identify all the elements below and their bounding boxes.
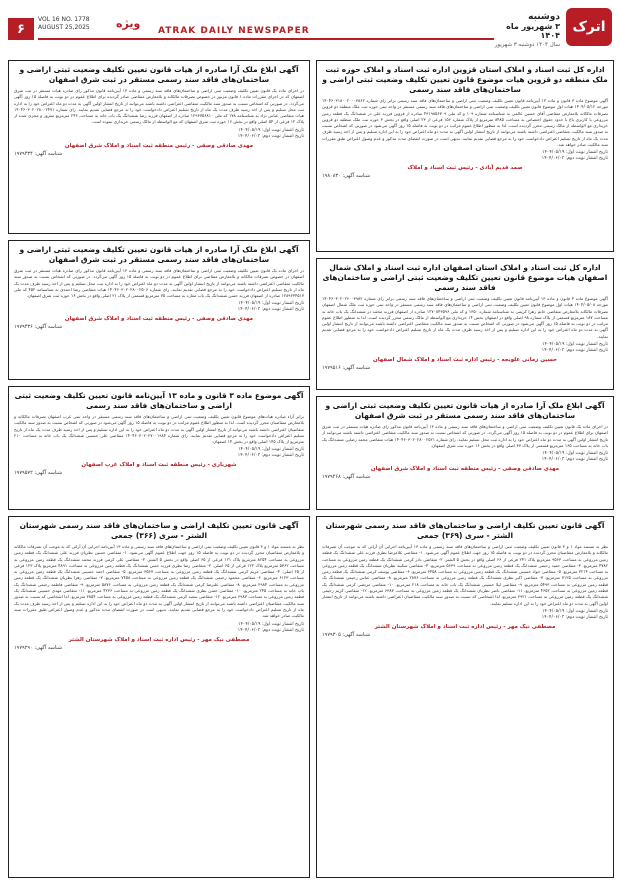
ad-box	[8, 60, 310, 234]
persian-date: ۳ شهریور ماه ۱۴۰۴	[506, 22, 560, 40]
ad-title: اداره کل ثبت اسناد و املاک استان قزوین اداره ثبت اسناد و املاک حوزه ثبت ملک منطقه دو قزوین هیات موضوع قانون تعیین تکلیف وضعیت ثبتی اراضی و ساختمان‌های فاقد سند رسمی	[322, 65, 608, 94]
ad-signature: حسین زمانی علویجه - رئیس اداره ثبت اسناد و املاک شمال اصفهان	[373, 357, 557, 364]
date-block	[488, 12, 560, 48]
volume-info	[38, 16, 90, 32]
publish-date-first: تاریخ انتشار نوبت اول: ۱۴۰۴/۰۵/۱۹	[542, 608, 608, 614]
ad-signature: صمد قدیم آبادی - رئیس ثبت اسناد و املاک	[407, 165, 523, 172]
publish-date-second: تاریخ انتشار نوبت دوم: ۱۴۰۴/۰۶/۰۳	[541, 348, 608, 354]
publish-date-second: تاریخ انتشار نوبت دوم: ۱۴۰۴/۰۶/۰۳	[237, 453, 304, 459]
ad-title: اداره کل ثبت اسناد و املاک استان اصفهان اداره ثبت اسناد و املاک شمال اصفهان هیات موضوع قانون تعیین تکلیف وضعیت ثبتی اراضی و ساختمان‌های فاقد سند رسمی	[322, 263, 608, 292]
ad-signature: مهدی صادقی وصفی - رئیس منطقه ثبت اسناد و املاک شرق اصفهان	[370, 466, 560, 473]
publish-date-second: تاریخ انتشار نوبت دوم: ۱۴۰۴/۰۶/۰۳	[541, 614, 608, 620]
publish-dates	[322, 609, 608, 621]
publish-dates	[322, 150, 608, 162]
publish-date-second: تاریخ انتشار نوبت دوم: ۱۴۰۴/۰۶/۰۳	[237, 133, 304, 139]
publish-date-first: تاریخ انتشار نوبت اول: ۱۴۰۴/۰۵/۱۹	[542, 342, 608, 348]
date-line: سال ۱۴۰۴ دوشنبه ۳ شهریور	[494, 42, 560, 48]
publish-dates	[322, 342, 608, 354]
publish-date-second: تاریخ انتشار نوبت دوم: ۱۴۰۴/۰۶/۰۳	[541, 457, 608, 463]
header-rule	[38, 38, 494, 40]
ad-body: آگهی موضوع ماده ۳ قانون و ماده ۱۳ آیین‌نامه قانون تعیین تکلیف وضعیت ثبتی اراضی و ساختمان‌های فاقد سند رسمی برابر رای شماره ۱۴۰۴۶۰۳۰۲۰۲۶۰۰۳۹۸۲ مورخه ۱۴۰۴/۰۵/۰۸ هیات اول موضوع قانون تعیین تکلیف وضعیت ثبتی اراضی و ساختمان‌های فاقد سند رسمی مستقر در واحد ثبتی حوزه ثبت ملک شمال اصفهان تصرفات مالکانه بلامعارض متقاضی خانم زهرا کریمی به شناسنامه شماره ۱۳۵۰ و کد ملی ۱۲۷۰۸۴۳۵۹۶ صادره از اصفهان فرزند محمد در ششدانگ یک باب خانه به مساحت ۱۸۷ مترمربع قسمتی از پلاک شماره ۹۸ اصلی واقع در اصفهان بخش ۱۴ خریداری مع الواسطه از مالک رسمی محرز گردیده است. لذا به منظور اطلاع عموم مراتب در دو نوبت به فاصله ۱۵ روز آگهی می‌شود در صورتی که اشخاص نسبت به صدور سند مالکیت متقاضی اعتراضی داشته باشند می‌توانند از تاریخ انتشار اولین آگهی به مدت دو ماه اعتراض خود را به این اداره تسلیم و پس از اخذ رسید ظرف مدت یک ماه از تاریخ تسلیم اعتراض دادخواست خود را به مرجع قضایی تقدیم نمایند.	[322, 296, 609, 339]
ad-signature: مصطفی نیک مهر - رئیس اداره ثبت اسناد و املاک شهرستان الشتر	[374, 623, 556, 630]
ad-id: شناسه آگهی: ۱۹۷۹۴۶۸	[322, 474, 371, 481]
ad-box	[8, 386, 310, 510]
ad-id: شناسه آگهی: ۱۹۷۹۳۰۵	[322, 631, 371, 638]
publish-date-first: تاریخ انتشار نوبت اول: ۱۴۰۴/۰۵/۱۹	[238, 621, 304, 627]
ad-id: شناسه آگهی: ۱۹۸۰۸۳۰	[322, 173, 371, 180]
publish-date-second: تاریخ انتشار نوبت دوم: ۱۴۰۴/۰۶/۰۳	[541, 156, 608, 162]
ad-title: آگهی قانون تعیین تکلیف اراضی و ساختمان‌های فاقد سند رسمی شهرستان الشتر - سری (۳۶۹) جمعی	[325, 521, 605, 540]
publish-dates	[14, 301, 304, 313]
page-header	[8, 8, 612, 48]
ad-title: آگهی ابلاغ ملک آرا صادره از هیات قانون تعیین تکلیف وضعیت ثبتی اراضی و ساختمان‌های فاقد سند رسمی مستقر در ثبت شرق اصفهان	[19, 65, 299, 84]
page-number: ۶	[8, 18, 34, 40]
ad-body: برابر آراء صادره هیات‌های موضوع قانون تعیین تکلیف وضعیت ثبتی اراضی و ساختمان‌های فاقد سند رسمی مستقر در واحد ثبتی غرب اصفهان تصرفات مالکانه و بلامعارض متقاضیان محرز گردیده است. لذا به منظور اطلاع عموم مراتب در دو نوبت به فاصله ۱۵ روز آگهی می‌شود در صورتی که اشخاص نسبت به صدور سند مالکیت متقاضیان اعتراضی داشته باشند می‌توانند از تاریخ انتشار اولین آگهی به مدت دو ماه اعتراض خود را به این اداره تسلیم و پس از اخذ رسید ظرف مدت یک ماه از تاریخ تسلیم اعتراض دادخواست خود را به مرجع قضایی تقدیم نمایند. رای شماره ۱۴۰۴۶۰۳۰۲۰۲۷۰۰۱۹۸۴ متقاضی علی حسینی ششدانگ یک باب خانه به مساحت ۲۱۰ مترمربع از پلاک ۱۴۵ اصلی واقع در بخش ۱۴ اصفهان.	[14, 414, 304, 445]
ad-box	[316, 60, 614, 252]
ad-id: شناسه آگهی: ۱۹۷۹۵۷۲	[14, 470, 63, 477]
publish-date-first: تاریخ انتشار نوبت اول: ۱۴۰۴/۰۵/۱۹	[542, 150, 608, 156]
publish-date-first: تاریخ انتشار نوبت اول: ۱۴۰۴/۰۵/۱۹	[542, 451, 608, 457]
publish-date-first: تاریخ انتشار نوبت اول: ۱۴۰۴/۰۵/۱۹	[238, 301, 304, 307]
ad-box	[316, 396, 614, 510]
ad-title: آگهی موضوع ماده ۳ قانون و ماده ۱۳ آیین‌نامه قانون تعیین تکلیف وضعیت ثبتی اراضی و ساختمان‌های فاقد سند رسمی	[14, 391, 304, 410]
ad-box	[316, 258, 614, 390]
publish-date-first: تاریخ انتشار نوبت اول: ۱۴۰۴/۰۵/۱۹	[238, 127, 304, 133]
publish-dates	[14, 128, 304, 140]
ad-box	[8, 516, 310, 878]
publish-dates	[322, 451, 608, 463]
paper-name: ATRAK DAILY NEWSPAPER	[158, 26, 310, 36]
day-name: دوشنبه	[528, 12, 560, 22]
ad-body: آگهی موضوع ماده ۳ قانون و ماده ۱۳ آیین‌نامه قانون تعیین تکلیف وضعیت ثبتی اراضی و ساختمان‌های فاقد سند رسمی برابر رای شماره ۱۴۰۴۶۰۳۱۸۰۰۲۰۰۰۳۸۶۲ مورخه ۱۴۰۴/۰۵/۱۲ هیات اول موضوع قانون تعیین تکلیف وضعیت ثبتی اراضی و ساختمان‌های فاقد سند رسمی مستقر در واحد ثبتی حوزه ثبت ملک منطقه دو قزوین تصرفات مالکانه بلامعارض متقاضی آقای حسین عالمی به شناسنامه شماره ۱۰۹ و کد ملی ۴۳۱۹۸۵۶۷۰۹ صادره از قزوین فرزند علی در ششدانگ یک قطعه زمین مزروعی با کاربری باغ با حدود حقوق اختصاص به مساحت ۸۴۸۵ مترمربع از پلاک شماره ۱۵۶ فرعی از ۲۳ اصلی واقع در بخش ۳ حوزه ثبت ملک منطقه دو قزوین خریداری مع الواسطه از مالک رسمی محرز گردیده است. لذا به منظور اطلاع عموم مراتب در دو نوبت به فاصله ۱۵ روز آگهی می‌شود در صورتی که اشخاص نسبت به صدور سند مالکیت متقاضی اعتراضی داشته باشند می‌توانند از تاریخ انتشار اولین آگهی به مدت دو ماه اعتراض خود را به این اداره تسلیم و پس از اخذ رسید ظرف مدت یک ماه از تاریخ تسلیم اعتراض دادخواست خود را به مرجع قضایی تقدیم نمایند. بدیهی است در صورت انقضای مدت مذکور و عدم وصول اعتراض طبق مقررات سند مالکیت صادر خواهد شد.	[322, 98, 609, 148]
section-title: ویژه	[116, 17, 141, 30]
ad-id: شناسه آگهی: ۱۹۷۹۴۳۶	[14, 324, 63, 331]
ad-body: در اجرای ماده یک قانون تعیین تکلیف وضعیت ثبتی اراضی و ساختمان‌های فاقد سند رسمی و ماده ۱۳ آیین‌نامه قانون مذکور رای صادره هیات مستقر در ثبت شرق اصفهان برای اطلاع عموم در دو نوبت به فاصله ۱۵ روز آگهی می‌گردد. در صورتی که اشخاص نسبت به صدور سند مالکیت متقاضی اعتراضی داشته باشند می‌توانند از تاریخ انتشار اولین آگهی به مدت دو ماه اعتراض خود را به اداره ثبت محل تسلیم نمایند. رای شماره ۱۴۰۴۶۰۳۰۲۰۲۸۰۰۲۵۲۱ هیات متقاضی محمد رضایی ششدانگ یک باب خانه به مساحت ۱۶۵ مترمربع قسمتی از پلاک ۳۷ اصلی واقع در بخش ۱۶ حوزه ثبت شرق اصفهان.	[322, 424, 608, 448]
ad-signature: مهدی صادقی وصفی - رئیس منطقه ثبت اسناد و املاک شرق اصفهان	[64, 142, 254, 149]
publish-dates	[14, 622, 304, 634]
publish-date-first: تاریخ انتشار نوبت اول: ۱۴۰۴/۰۵/۱۹	[238, 447, 304, 453]
ad-box	[8, 240, 310, 380]
ad-body: در اجرای ماده یک قانون تعیین تکلیف وضعیت ثبتی اراضی و ساختمان‌های فاقد سند رسمی و ماده ۱۳ آیین‌نامه قانون مذکور رای صادره هیات مستقر در ثبت شرق اصفهان که در اجرای مقررات ماده ۱ قانون مزبور در خصوص تصرفات مالکانه و بلامعارض متقاضی صادر گردیده برای اطلاع عموم در دو نوبت به فاصله ۱۵ روز آگهی می‌گردد. در صورتی که اشخاص نسبت به صدور سند مالکیت متقاضی اعتراضی داشته باشند می‌توانند از تاریخ انتشار اولین آگهی به مدت دو ماه اعتراض خود را به اداره ثبت محل تسلیم و پس از اخذ رسید ظرف مدت یک ماه از تاریخ تسلیم اعتراض دادخواست خود را به مرجع قضایی تقدیم نمایند. رای شماره ۱۴۰۴۶۰۳۰۲۰۲۸۰۰۲۴۷۱ هیات متقاضی عباس نژاد به شناسنامه ۱۷۸ کد ملی ۱۲۹۳۷۵۶۸۱۰ صادره از اصفهان فرزند رضا ششدانگ یک باب خانه به مساحت ۲۴۶ مترمربع مفروز و مجزی شده از پلاک ۱۲ فرعی از ۵۴ اصلی واقع در بخش ۱۶ حوزه ثبت شرق اصفهان که مع الواسطه از مالک رسمی خریداری نموده است.	[14, 88, 304, 125]
ad-signature: مهدی صادقی وصفی - رئیس منطقه ثبت اسناد و املاک شرق اصفهان	[64, 316, 254, 323]
ad-body: نظر به مستند مواد ۱ و ۳ قانون تعیین تکلیف وضعیت ثبتی اراضی و ساختمان‌های فاقد سند رسمی و ماده ۱۳ آیین‌نامه اجرایی آن آرائی که به موجب آن تصرفات مالکانه و بلامعارض متقاضیان محرز گردیده در دو نوبت به فاصله ۱۵ روز جهت اطلاع عموم آگهی می‌شود. ۱- متقاضی حسین نظریان فرزند علی ششدانگ یک قطعه زمین مزروعی به مساحت ۸۲۵۴ مترمربع پلاک ۱۲۱ فرعی از ۶۵ اصلی واقع در بخش ۵ الشتر. ۲- متقاضی علی کرمی فرزند محمد ششدانگ یک قطعه زمین مزروعی به مساحت ۵۳۶۲ مترمربع پلاک ۱۲۲ فرعی از ۶۵ اصلی. ۳- متقاضی رضا نظری فرزند حسن ششدانگ یک قطعه زمین مزروعی به مساحت ۴۸۹۱ مترمربع پلاک ۱۲۳ فرعی از ۶۵ اصلی. ۴- متقاضی مریم کرمی ششدانگ یک قطعه زمین مزروعی به مساحت ۳۵۶۷ مترمربع. ۵- متقاضی احمد حسینی ششدانگ یک قطعه زمین مزروعی به مساحت ۶۱۲۳ مترمربع. ۶- متقاضی محمود رحیمی ششدانگ یک قطعه زمین مزروعی به مساحت ۷۴۵۸ مترمربع. ۷- متقاضی زهرا نظریان ششدانگ یک قطعه زمین مزروعی به مساحت ۲۹۸۴ مترمربع. ۸- متقاضی علیرضا کرمی ششدانگ یک قطعه زمین مزروعی به مساحت ۵۸۷۶ مترمربع. ۹- متقاضی فاطمه رحیمی ششدانگ یک باب خانه به مساحت ۲۴۵ مترمربع. ۱۰- متقاضی حسن نظری ششدانگ یک قطعه زمین مزروعی به مساحت ۴۲۳۶ مترمربع. ۱۱- متقاضی مهدی حسینی ششدانگ یک قطعه زمین مزروعی به مساحت ۶۹۸۷ مترمربع. ۱۲- متقاضی سعید کرمی ششدانگ یک قطعه زمین مزروعی به مساحت ۳۸۵۴ مترمربع. لذا اشخاصی که نسبت به صدور سند مالکیت متقاضیان اعتراضی داشته باشند می‌توانند از تاریخ انتشار اولین آگهی به مدت دو ماه اعتراض خود را به این اداره تسلیم و پس از اخذ رسید ظرف مدت یک ماه از تاریخ تسلیم اعتراض دادخواست خود را به مرجع قضایی تقدیم نمایند. بدیهی است در صورت انقضای مدت مذکور و عدم وصول اعتراض طبق مقررات سند مالکیت صادر خواهد شد.	[14, 544, 305, 619]
ad-box	[316, 516, 614, 878]
ad-body: در اجرای ماده یک قانون تعیین تکلیف وضعیت ثبتی اراضی و ساختمان‌های فاقد سند رسمی و ماده ۱۳ آیین‌نامه قانون مذکور رای صادره هیات مستقر در ثبت شرق اصفهان در خصوص تصرفات مالکانه و بلامعارض متقاضی برای اطلاع عموم در دو نوبت به فاصله ۱۵ روز آگهی می‌گردد. در صورتی که اشخاص نسبت به صدور سند مالکیت متقاضی اعتراضی داشته باشند می‌توانند از تاریخ انتشار اولین آگهی به مدت دو ماه اعتراض خود را به اداره ثبت محل تسلیم و پس از اخذ رسید ظرف مدت یک ماه از تاریخ تسلیم اعتراض دادخواست خود را به مرجع قضایی تقدیم نمایند. رای شماره ۱۴۰۴۶۰۳۰۲۰۲۸۰۰۲۵۰۶ هیات متقاضی رضا احمدی به شناسنامه ۴۵۲ کد ملی ۱۲۸۹۶۳۴۵۱۷ صادره از اصفهان فرزند حسن ششدانگ یک باب مغازه به مساحت ۷۵ مترمربع قسمتی از پلاک ۲۱ اصلی واقع در بخش ۱۶ حوزه ثبت شرق اصفهان.	[14, 268, 305, 299]
ad-signature: مصطفی نیک مهر - رئیس اداره ثبت اسناد و املاک شهرستان الشتر	[68, 636, 250, 643]
ad-id: شناسه آگهی: ۱۹۷۹۴۳۴	[14, 150, 63, 157]
ad-body: نظر به مستند مواد ۱ و ۳ قانون تعیین تکلیف وضعیت ثبتی اراضی و ساختمان‌های فاقد سند رسمی و ماده ۱۳ آیین‌نامه اجرایی آن آرائی که به موجب آن تصرفات مالکانه و بلامعارض متقاضیان محرز گردیده در دو نوبت به فاصله ۱۵ روز جهت اطلاع عموم آگهی می‌شود. ۱- متقاضی غلامرضا نظری فرزند علی ششدانگ یک قطعه زمین مزروعی به مساحت ۹۵۶۳ مترمربع پلاک ۲۴۱ فرعی از ۶۶ اصلی واقع در بخش ۵ الشتر. ۲- متقاضی نادر کرمی ششدانگ یک قطعه زمین مزروعی به مساحت ۴۷۸۲ مترمربع. ۳- متقاضی حمید رحیمی ششدانگ یک قطعه زمین مزروعی به مساحت ۵۶۳۹ مترمربع. ۴- متقاضی سکینه نظریان ششدانگ یک قطعه زمین مزروعی به مساحت ۳۲۱۴ مترمربع. ۵- متقاضی جواد حسینی ششدانگ یک قطعه زمین مزروعی به مساحت ۶۴۵۸ مترمربع. ۶- متقاضی یوسف کرمی ششدانگ یک قطعه زمین مزروعی به مساحت ۷۱۲۵ مترمربع. ۷- متقاضی اکبر نظری ششدانگ یک قطعه زمین مزروعی به مساحت ۲۸۷۶ مترمربع. ۸- متقاضی عباس رحیمی ششدانگ یک قطعه زمین مزروعی به مساحت ۵۴۹۳ مترمربع. ۹- متقاضی لیلا حسینی ششدانگ یک باب خانه به مساحت ۲۱۸ مترمربع. ۱۰- متقاضی مرتضی کرمی ششدانگ یک قطعه زمین مزروعی به مساحت ۴۶۵۲ مترمربع. ۱۱- متقاضی ناصر نظریان ششدانگ یک قطعه زمین مزروعی به مساحت ۶۳۸۷ مترمربع. ۱۲- متقاضی کریم رحیمی ششدانگ یک قطعه زمین مزروعی به مساحت ۳۹۲۱ مترمربع. لذا اشخاصی که نسبت به صدور سند مالکیت متقاضیان اعتراضی داشته باشند می‌توانند از تاریخ انتشار اولین آگهی به مدت دو ماه اعتراض خود را به این اداره تسلیم نمایند.	[322, 544, 609, 606]
newspaper-logo: اترک	[566, 8, 612, 46]
ad-signature: شهریاری - رئیس منطقه ثبت اسناد و املاک غرب اصفهان	[81, 462, 237, 469]
volume-number: VOL 16 NO. 1778	[38, 16, 90, 23]
ad-title: آگهی ابلاغ ملک آرا صادره از هیات قانون تعیین تکلیف وضعیت ثبتی اراضی و ساختمان‌های فاقد سند رسمی مستقر در ثبت شرق اصفهان	[325, 401, 605, 420]
ad-title: آگهی قانون تعیین تکلیف اراضی و ساختمان‌های فاقد سند رسمی شهرستان الشتر - سری (۳۶۶) جمعی	[19, 521, 299, 540]
ad-id: شناسه آگهی: ۱۹۷۹۵۱۶	[322, 365, 371, 372]
publish-dates	[14, 447, 304, 459]
publish-date-second: تاریخ انتشار نوبت دوم: ۱۴۰۴/۰۶/۰۳	[237, 307, 304, 313]
publish-date-second: تاریخ انتشار نوبت دوم: ۱۴۰۴/۰۶/۰۳	[237, 627, 304, 633]
english-date: AUGUST 25,2025	[38, 24, 90, 31]
ad-id: شناسه آگهی: ۱۹۷۹۲۹۰	[14, 644, 63, 651]
ad-title: آگهی ابلاغ ملک آرا صادره از هیات قانون تعیین تکلیف وضعیت ثبتی اراضی و ساختمان‌های فاقد سند رسمی مستقر در ثبت شرق اصفهان	[19, 245, 299, 264]
